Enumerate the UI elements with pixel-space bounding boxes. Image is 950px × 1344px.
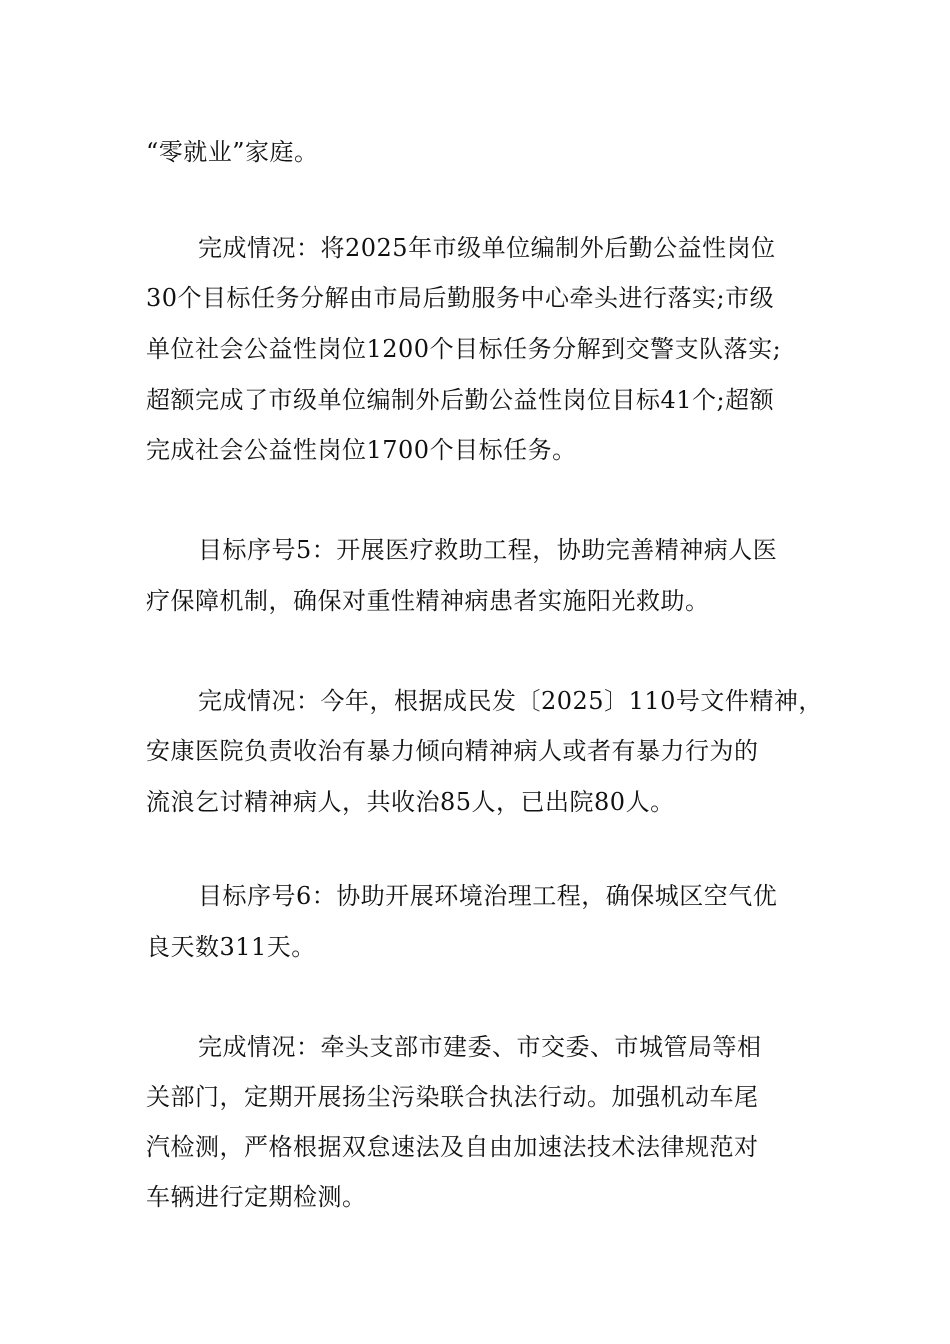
paragraph-line: 完成社会公益性岗位1700个目标任务。 bbox=[146, 436, 577, 464]
paragraph-line: 汽检测，严格根据双怠速法及自由加速法技术法律规范对 bbox=[146, 1133, 759, 1161]
paragraph-line: 超额完成了市级单位编制外后勤公益性岗位目标41个;超额 bbox=[146, 386, 775, 414]
paragraph-line: 目标序号5：开展医疗救助工程，协助完善精神病人医 bbox=[198, 536, 778, 564]
paragraph-line: “零就业”家庭。 bbox=[146, 138, 319, 166]
paragraph-line: 良天数311天。 bbox=[146, 933, 316, 961]
paragraph-line: 疗保障机制，确保对重性精神病患者实施阳光救助。 bbox=[146, 587, 710, 615]
paragraph-line: 目标序号6：协助开展环境治理工程，确保城区空气优 bbox=[198, 882, 778, 910]
paragraph-line: 完成情况：牵头支部市建委、市交委、市城管局等相 bbox=[198, 1033, 762, 1061]
paragraph-line: 车辆进行定期检测。 bbox=[146, 1183, 367, 1211]
paragraph-line: 完成情况：今年，根据成民发〔2025〕110号文件精神， bbox=[198, 687, 823, 715]
paragraph-line: 关部门，定期开展扬尘污染联合执法行动。加强机动车尾 bbox=[146, 1083, 759, 1111]
paragraph-line: 完成情况：将2025年市级单位编制外后勤公益性岗位 bbox=[198, 234, 776, 262]
paragraph-line: 流浪乞讨精神病人，共收治85人，已出院80人。 bbox=[146, 788, 675, 816]
paragraph-line: 安康医院负责收治有暴力倾向精神病人或者有暴力行为的 bbox=[146, 737, 759, 765]
paragraph-line: 30个目标任务分解由市局后勤服务中心牵头进行落实;市级 bbox=[146, 284, 775, 312]
paragraph-line: 单位社会公益性岗位1200个目标任务分解到交警支队落实; bbox=[146, 335, 782, 363]
